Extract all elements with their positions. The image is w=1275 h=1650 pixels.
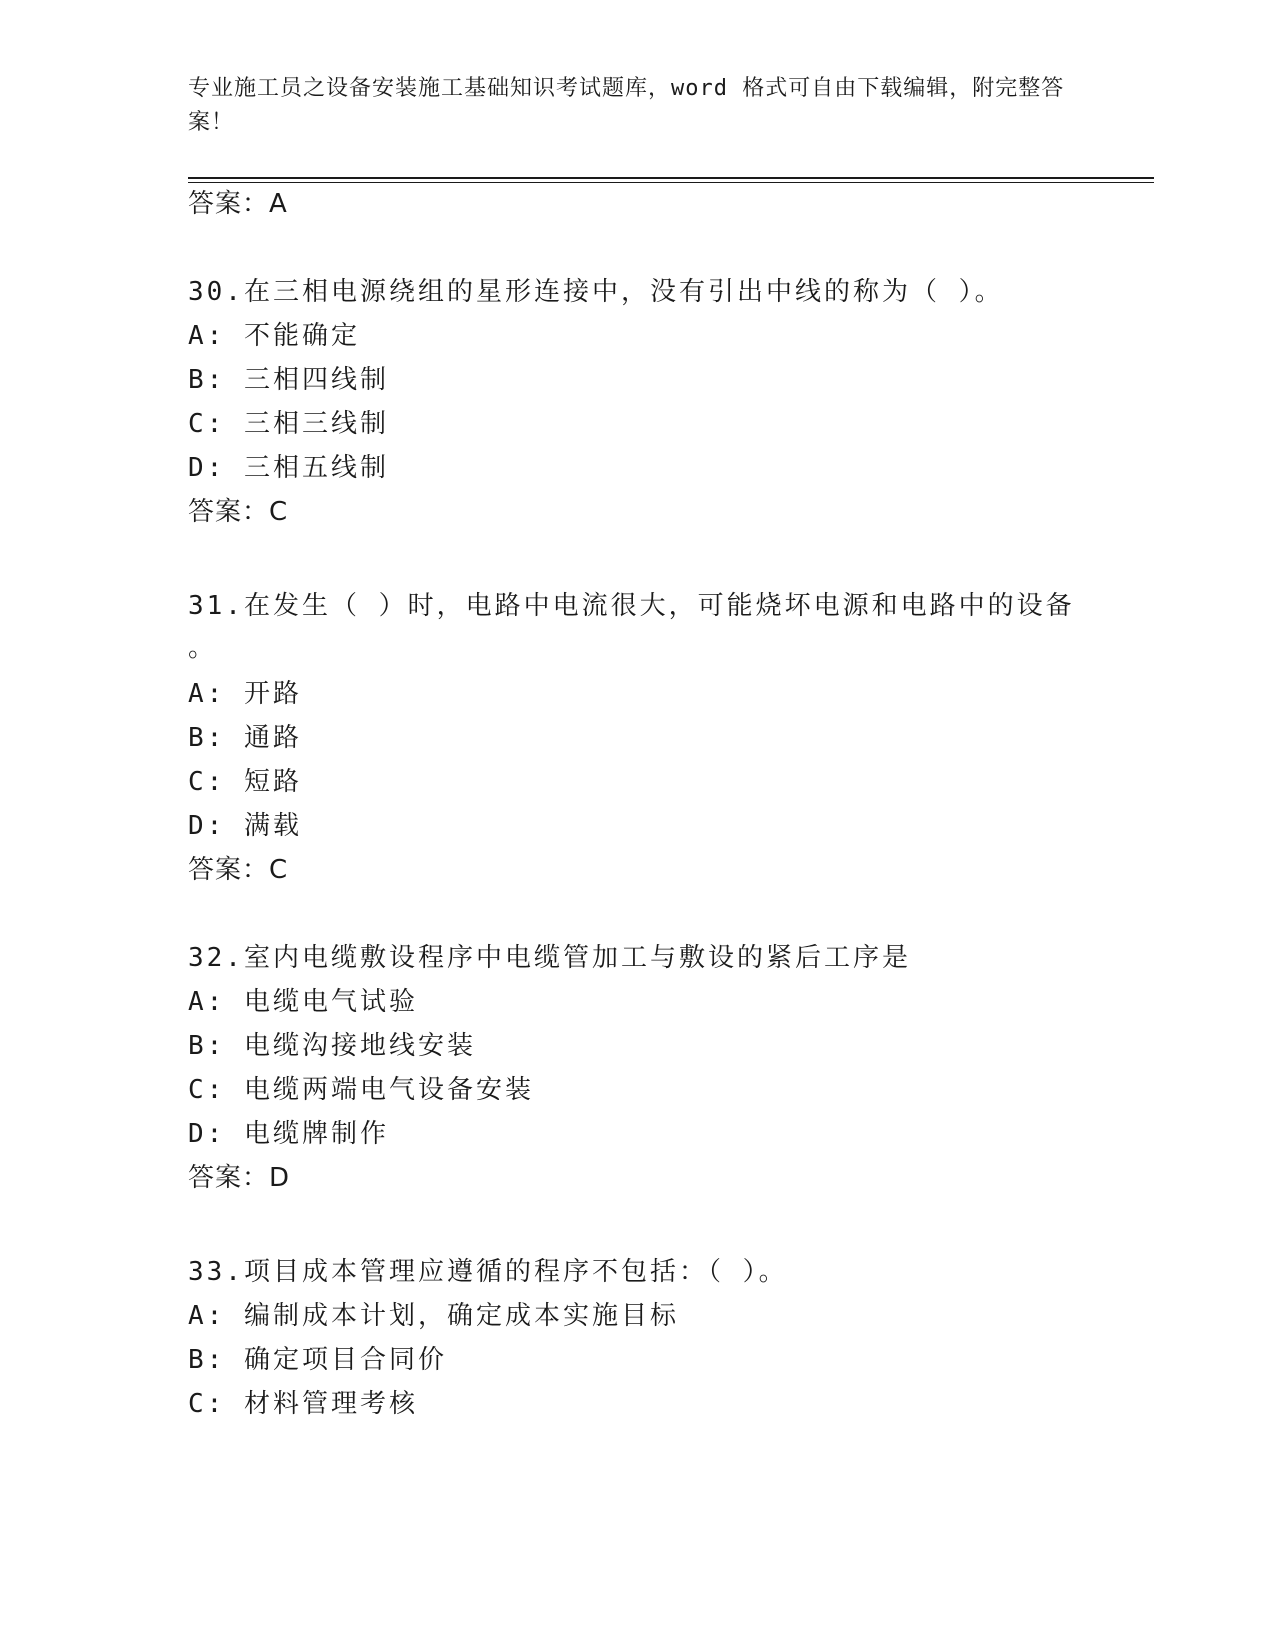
question-30-stem: 30.在三相电源绕组的星形连接中，没有引出中线的称为（ ）。 [188,277,1004,307]
question-33-option-b: B: 确定项目合同价 [188,1345,447,1375]
header-divider [188,177,1154,179]
question-32-option-c: C: 电缆两端电气设备安装 [188,1075,534,1105]
document-header: 专业施工员之设备安装施工基础知识考试题库，word 格式可自由下载编辑，附完整答案！ [188,76,1065,135]
answer-29: 答案：A [188,189,288,219]
question-30-option-a: A: 不能确定 [188,321,360,351]
header-divider-thin [188,182,1154,183]
question-30-option-c: C: 三相三线制 [188,409,389,439]
question-33-option-a: A: 编制成本计划，确定成本实施目标 [188,1301,679,1331]
question-31-option-d: D: 满载 [188,811,302,841]
question-30-option-d: D: 三相五线制 [188,453,389,483]
answer-31: 答案：C [188,855,289,885]
question-32-stem: 32.室内电缆敷设程序中电缆管加工与敷设的紧后工序是 [188,943,911,973]
question-31-option-a: A: 开路 [188,679,302,709]
question-32-option-d: D: 电缆牌制作 [188,1119,389,1149]
question-31-option-c: C: 短路 [188,767,302,797]
question-32-option-b: B: 电缆沟接地线安装 [188,1031,476,1061]
question-31-stem: 31.在发生（ ）时，电路中电流很大，可能烧坏电源和电路中的设备 [188,591,1075,621]
answer-30: 答案：C [188,497,289,527]
question-31-stem-cont: 。 [188,633,218,663]
question-30-option-b: B: 三相四线制 [188,365,389,395]
answer-32: 答案：D [188,1163,291,1193]
question-33-option-c: C: 材料管理考核 [188,1389,418,1419]
question-32-option-a: A: 电缆电气试验 [188,987,418,1017]
question-31-option-b: B: 通路 [188,723,302,753]
question-33-stem: 33.项目成本管理应遵循的程序不包括：（ ）。 [188,1257,788,1287]
